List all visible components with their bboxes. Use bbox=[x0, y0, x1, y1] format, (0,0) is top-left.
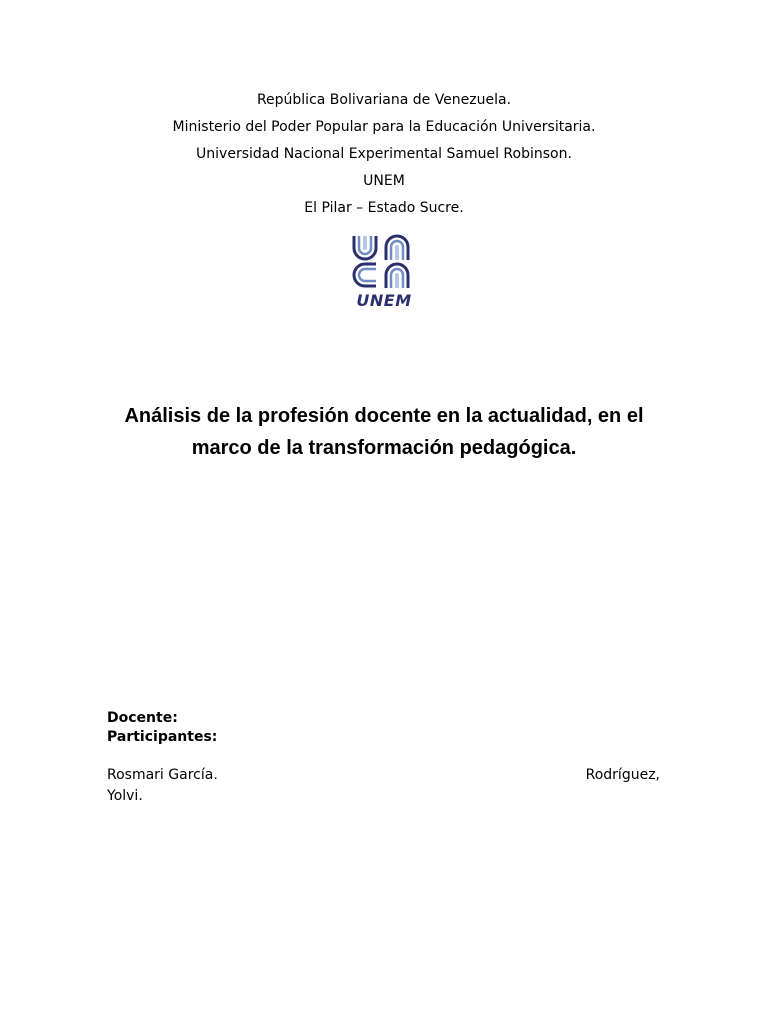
logo-wordmark: UNEM bbox=[356, 291, 412, 310]
document-title bbox=[100, 400, 668, 464]
participant-name-2-surname: Rodríguez, bbox=[585, 767, 660, 783]
header-country: República Bolivariana de Venezuela. bbox=[256, 92, 512, 108]
institution-header bbox=[0, 90, 768, 225]
title-line-2: marco de la transformación pedagógica. bbox=[191, 437, 577, 459]
unem-logo-icon bbox=[350, 234, 418, 290]
participant-name-1: Rosmari García. bbox=[107, 767, 218, 783]
roles-block bbox=[107, 709, 217, 747]
title-line-1: Análisis de la profesión docente en la actualidad, en el bbox=[124, 405, 644, 427]
header-acronym: UNEM bbox=[363, 173, 405, 189]
unem-logo bbox=[350, 234, 418, 312]
participant-name-2-given: Yolvi. bbox=[107, 788, 143, 804]
header-location: El Pilar – Estado Sucre. bbox=[304, 200, 464, 216]
participants-line bbox=[107, 765, 660, 785]
header-university: Universidad Nacional Experimental Samuel Robinson. bbox=[196, 146, 572, 162]
header-ministry: Ministerio del Poder Popular para la Educación Universitaria. bbox=[172, 119, 596, 135]
participantes-label: Participantes: bbox=[107, 729, 218, 745]
docente-label: Docente: bbox=[107, 710, 178, 726]
